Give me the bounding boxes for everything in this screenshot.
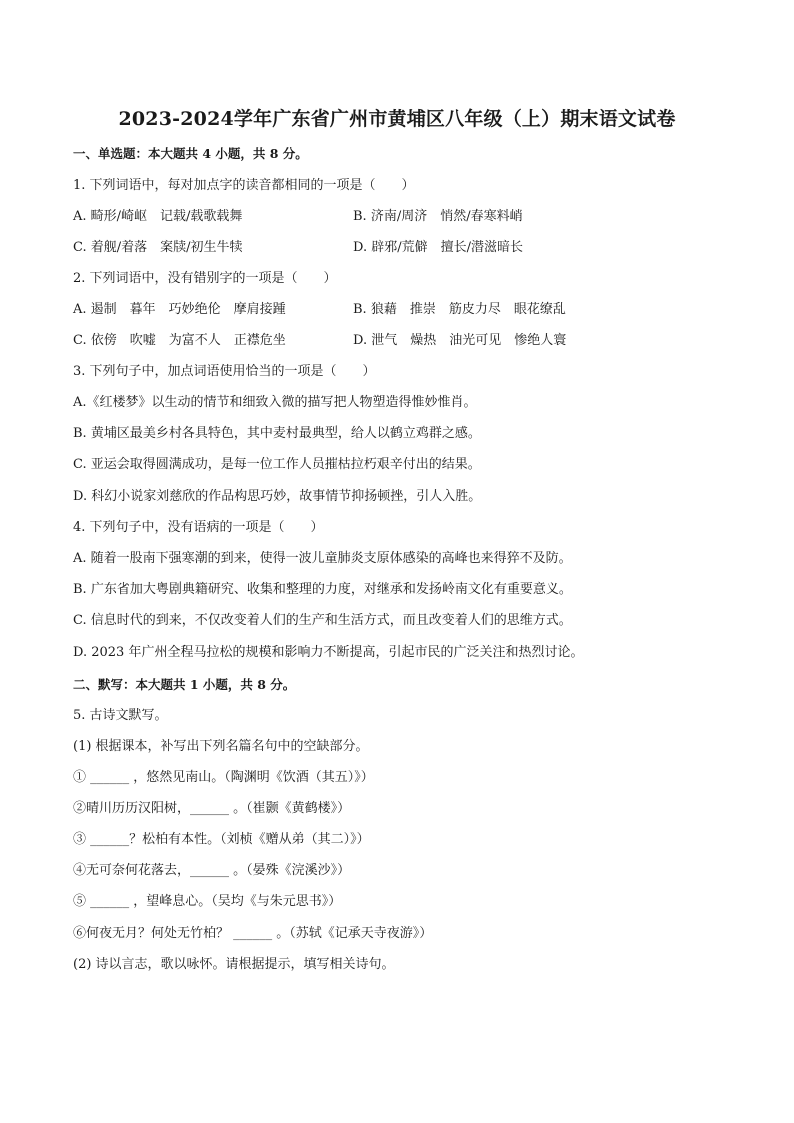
question-1-stem: 1. 下列词语中，每对加点字的读音都相同的一项是（ ） (73, 178, 415, 193)
question-4-option-c: C. 信息时代的到来，不仅改变着人们的生产和生活方式，而且改变着人们的思维方式。 (73, 613, 572, 628)
question-2-option-d: D. 泄气 燥热 油光可见 惨绝人寰 (353, 333, 567, 348)
question-2-option-a: A. 遏制 暮年 巧妙绝伦 摩肩接踵 (73, 302, 286, 317)
dictation-item-5: ⑤ ______ ，望峰息心。（吴均《与朱元思书》） (73, 894, 342, 909)
question-4-stem: 4. 下列句子中，没有语病的一项是（ ） (73, 520, 324, 535)
question-2-stem: 2. 下列词语中，没有错别字的一项是（ ） (73, 271, 337, 286)
question-5-subpart-1: (1) 根据课本，补写出下列名篇名句中的空缺部分。 (73, 739, 369, 754)
page-title: 2023-2024学年广东省广州市黄埔区八年级（上）期末语文试卷 (118, 108, 676, 130)
section-heading-dictation: 二、默写：本大题共 1 小题，共 8 分。 (73, 677, 296, 692)
question-2-option-c: C. 依傍 吹嘘 为富不人 正襟危坐 (73, 333, 286, 348)
section-heading-single-choice: 一、单选题：本大题共 4 小题，共 8 分。 (73, 146, 308, 161)
question-3-option-d: D. 科幻小说家刘慈欣的作品构思巧妙，故事情节抑扬顿挫，引人入胜。 (73, 489, 482, 504)
question-3-option-a: A.《红楼梦》以生动的情节和细致入微的描写把人物塑造得惟妙惟肖。 (73, 395, 477, 410)
question-5-stem: 5. 古诗文默写。 (73, 708, 168, 723)
dictation-item-4: ④无可奈何花落去，______ 。（晏殊《浣溪沙》） (73, 863, 351, 878)
question-4-option-b: B. 广东省加大粤剧典籍研究、收集和整理的力度，对继承和发扬岭南文化有重要意义。 (73, 582, 572, 597)
question-1-option-d: D. 辟邪/荒僻 擅长/潜滋暗长 (353, 240, 523, 255)
question-3-option-c: C. 亚运会取得圆满成功，是每一位工作人员摧枯拉朽艰辛付出的结果。 (73, 457, 481, 472)
question-5-subpart-2: (2) 诗以言志，歌以咏怀。请根据提示，填写相关诗句。 (73, 957, 395, 972)
question-1-option-b: B. 济南/周济 悄然/春寒料峭 (353, 209, 523, 224)
question-4-option-a: A. 随着一股南下强寒潮的到来，使得一波儿童肺炎支原体感染的高峰也来得猝不及防。 (73, 551, 572, 566)
question-4-option-d: D. 2023 年广州全程马拉松的规模和影响力不断提高，引起市民的广泛关注和热烈讨论。 (73, 645, 584, 660)
dictation-item-2: ②晴川历历汉阳树，______ 。（崔颢《黄鹤楼》） (73, 801, 351, 816)
question-2-option-b: B. 狼藉 推崇 筋皮力尽 眼花缭乱 (353, 302, 566, 317)
dictation-item-1: ① ______ ，悠然见南山。（陶渊明《饮酒（其五）》） (73, 770, 374, 785)
question-1-option-c: C. 着舰/着落 案牍/初生牛犊 (73, 240, 243, 255)
dictation-item-3: ③ ______？松柏有本性。（刘桢《赠从弟（其二）》） (73, 832, 370, 847)
question-3-stem: 3. 下列句子中，加点词语使用恰当的一项是（ ） (73, 364, 376, 379)
dictation-item-6: ⑥何夜无月？何处无竹柏？ ______ 。（苏轼《记承天寺夜游》） (73, 926, 433, 941)
question-1-option-a: A. 畸形/崎岖 记载/载歌载舞 (73, 209, 243, 224)
question-3-option-b: B. 黄埔区最美乡村各具特色，其中麦村最典型，给人以鹤立鸡群之感。 (73, 426, 481, 441)
